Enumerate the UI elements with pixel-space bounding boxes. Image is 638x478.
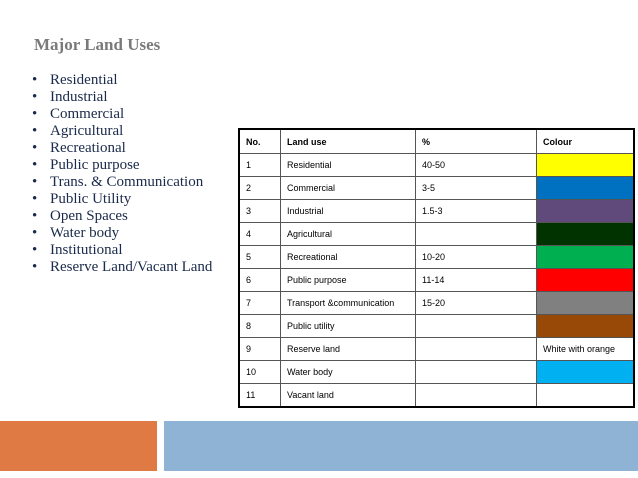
bullet-text: Trans. & Communication xyxy=(50,174,204,190)
bullet-item xyxy=(32,242,212,259)
cell-colour-swatch xyxy=(537,177,635,200)
footer-accent-right xyxy=(164,421,638,471)
cell-no: 7 xyxy=(239,292,281,315)
cell-no: 5 xyxy=(239,246,281,269)
bullet-item xyxy=(32,89,212,106)
table-row xyxy=(239,361,634,384)
bullet-text: Commercial xyxy=(50,106,125,122)
cell-land-use: Vacant land xyxy=(281,384,416,408)
bullet-dot: • xyxy=(32,191,38,207)
table-row xyxy=(239,200,634,223)
bullet-text: Institutional xyxy=(50,242,123,258)
header-percent: % xyxy=(416,129,537,154)
cell-land-use: Residential xyxy=(281,154,416,177)
cell-percent xyxy=(416,384,537,408)
cell-no: 11 xyxy=(239,384,281,408)
bullet-dot: • xyxy=(32,72,38,88)
cell-percent: 1.5-3 xyxy=(416,200,537,223)
table-row xyxy=(239,154,634,177)
cell-colour-swatch xyxy=(537,223,635,246)
bullet-item xyxy=(32,106,212,123)
table-row xyxy=(239,269,634,292)
table-row xyxy=(239,338,634,361)
bullet-dot: • xyxy=(32,208,38,224)
bullet-text: Industrial xyxy=(50,89,108,105)
table-row xyxy=(239,177,634,200)
cell-colour-swatch xyxy=(537,361,635,384)
slide-title: Major Land Uses xyxy=(34,35,161,54)
header-land-use: Land use xyxy=(281,129,416,154)
bullet-text: Reserve Land/Vacant Land xyxy=(50,259,213,275)
table-row xyxy=(239,315,634,338)
cell-land-use: Transport &communication xyxy=(281,292,416,315)
bullet-dot: • xyxy=(32,174,38,190)
bullet-dot: • xyxy=(32,89,38,105)
cell-no: 2 xyxy=(239,177,281,200)
cell-colour-swatch: White with orange xyxy=(537,338,635,361)
cell-land-use: Reserve land xyxy=(281,338,416,361)
bullet-item xyxy=(32,208,212,225)
header-colour: Colour xyxy=(537,129,635,154)
bullet-item xyxy=(32,72,212,89)
land-use-table xyxy=(238,128,635,408)
bullet-item xyxy=(32,140,212,157)
cell-no: 10 xyxy=(239,361,281,384)
bullet-dot: • xyxy=(32,242,38,258)
cell-percent: 11-14 xyxy=(416,269,537,292)
cell-percent xyxy=(416,315,537,338)
table-header-row xyxy=(239,129,634,154)
bullet-text: Residential xyxy=(50,72,118,88)
bullet-dot: • xyxy=(32,259,38,275)
bullet-text: Public Utility xyxy=(50,191,132,207)
bullet-dot: • xyxy=(32,140,38,156)
bullet-item xyxy=(32,157,212,174)
cell-colour-swatch xyxy=(537,200,635,223)
cell-land-use: Commercial xyxy=(281,177,416,200)
cell-colour-swatch xyxy=(537,269,635,292)
land-use-bullet-list xyxy=(32,72,212,276)
cell-colour-swatch xyxy=(537,246,635,269)
bullet-dot: • xyxy=(32,225,38,241)
cell-no: 8 xyxy=(239,315,281,338)
cell-land-use: Public purpose xyxy=(281,269,416,292)
bullet-item xyxy=(32,191,212,208)
bullet-item xyxy=(32,123,212,140)
cell-percent: 3-5 xyxy=(416,177,537,200)
cell-percent: 40-50 xyxy=(416,154,537,177)
bullet-text: Public purpose xyxy=(50,157,140,173)
cell-land-use: Water body xyxy=(281,361,416,384)
cell-land-use: Recreational xyxy=(281,246,416,269)
bullet-text: Open Spaces xyxy=(50,208,128,224)
bullet-text: Water body xyxy=(50,225,120,241)
cell-percent xyxy=(416,223,537,246)
cell-no: 6 xyxy=(239,269,281,292)
cell-percent xyxy=(416,361,537,384)
cell-land-use: Public utility xyxy=(281,315,416,338)
cell-percent: 10-20 xyxy=(416,246,537,269)
bullet-item xyxy=(32,259,212,276)
cell-colour-swatch xyxy=(537,154,635,177)
header-no: No. xyxy=(239,129,281,154)
cell-no: 1 xyxy=(239,154,281,177)
cell-colour-swatch xyxy=(537,384,635,408)
bullet-item xyxy=(32,225,212,242)
table-row xyxy=(239,384,634,408)
table-row xyxy=(239,246,634,269)
bullet-text: Agricultural xyxy=(50,123,124,139)
bullet-dot: • xyxy=(32,106,38,122)
cell-no: 3 xyxy=(239,200,281,223)
bullet-item xyxy=(32,174,212,191)
cell-no: 4 xyxy=(239,223,281,246)
cell-percent xyxy=(416,338,537,361)
table-row xyxy=(239,292,634,315)
bullet-dot: • xyxy=(32,123,38,139)
bullet-text: Recreational xyxy=(50,140,126,156)
bullet-dot: • xyxy=(32,157,38,173)
cell-colour-swatch xyxy=(537,315,635,338)
cell-no: 9 xyxy=(239,338,281,361)
cell-land-use: Industrial xyxy=(281,200,416,223)
cell-land-use: Agricultural xyxy=(281,223,416,246)
cell-colour-swatch xyxy=(537,292,635,315)
table-row xyxy=(239,223,634,246)
footer-accent-left xyxy=(0,421,157,471)
cell-percent: 15-20 xyxy=(416,292,537,315)
